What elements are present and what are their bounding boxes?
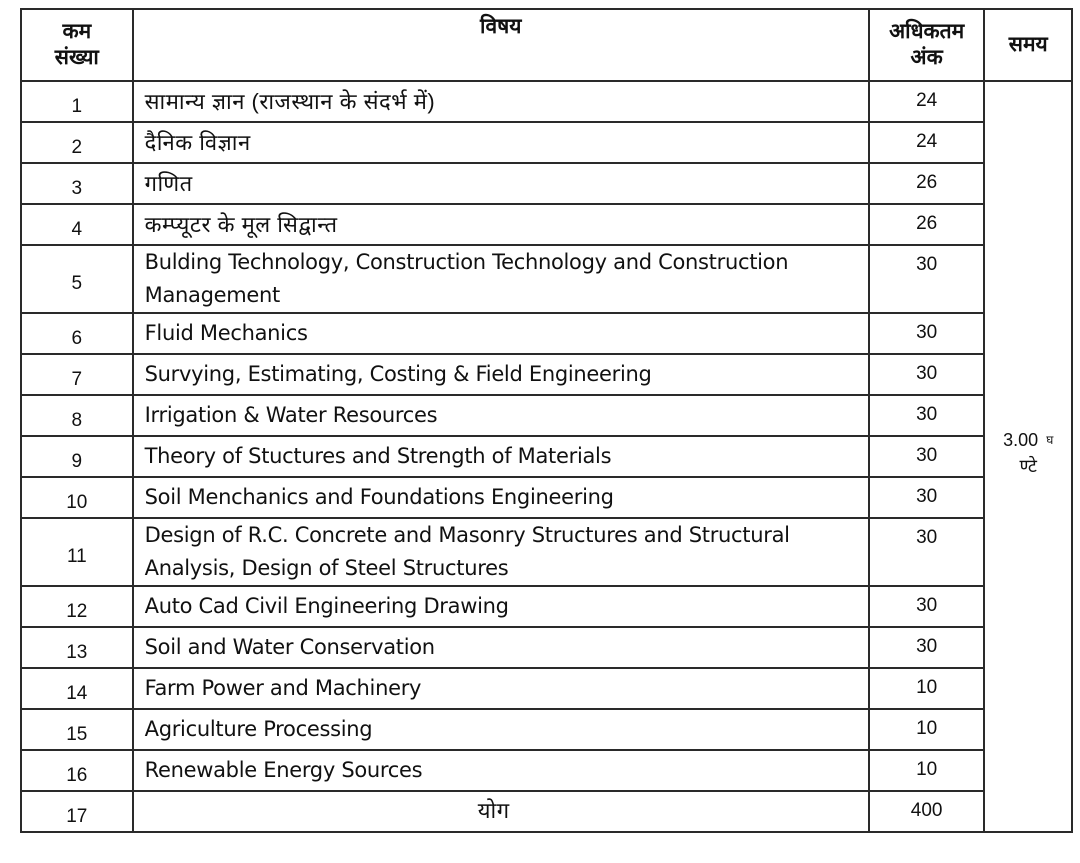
table-row [21,518,1072,586]
marks-cell: 30 [869,354,985,395]
table-row [21,709,1072,750]
header-max-marks [869,9,985,81]
exam-scheme-table [20,8,1073,833]
subject-cell: कम्प्यूटर के मूल सिद्वान्त [133,204,869,245]
time-unit-fragment-bottom: ण्टे [1019,455,1037,476]
marks-cell: 30 [869,395,985,436]
serial-number-cell: 1 [21,81,133,122]
header-time: समय [984,9,1072,81]
serial-number-cell: 2 [21,122,133,163]
serial-number-cell: 11 [21,518,133,586]
marks-cell: 30 [869,586,985,627]
serial-number-cell: 7 [21,354,133,395]
table-row [21,81,1072,122]
total-label-cell: योग [133,791,869,832]
subject-cell: Soil Menchanics and Foundations Engineering [133,477,869,518]
header-serial-number [21,9,133,81]
serial-number-cell: 12 [21,586,133,627]
serial-number-cell: 17 [21,791,133,832]
serial-number-cell: 4 [21,204,133,245]
serial-number-cell: 6 [21,313,133,354]
header-row [21,9,1072,81]
marks-cell: 10 [869,709,985,750]
serial-number-cell: 16 [21,750,133,791]
time-unit-fragment-top: घ [1046,432,1054,447]
subject-cell: Bulding Technology, Construction Technology and Construction Management [133,245,869,313]
header-serial-line1: कम [62,20,92,43]
table-row [21,436,1072,477]
table-row [21,122,1072,163]
serial-number-cell: 8 [21,395,133,436]
time-cell [984,81,1072,832]
subject-cell: Fluid Mechanics [133,313,869,354]
serial-number-cell: 9 [21,436,133,477]
serial-number-cell: 5 [21,245,133,313]
marks-cell: 26 [869,163,985,204]
total-row [21,791,1072,832]
total-marks-cell: 400 [869,791,985,832]
table-row [21,395,1072,436]
table-row [21,354,1072,395]
marks-cell: 30 [869,627,985,668]
subject-cell: गणित [133,163,869,204]
serial-number-cell: 10 [21,477,133,518]
serial-number-cell: 14 [21,668,133,709]
marks-cell: 26 [869,204,985,245]
subject-cell: Auto Cad Civil Engineering Drawing [133,586,869,627]
subject-cell: दैनिक विज्ञान [133,122,869,163]
table-row [21,668,1072,709]
header-marks-line2: अंक [910,46,943,69]
table-row [21,627,1072,668]
subject-cell: Theory of Stuctures and Strength of Materials [133,436,869,477]
header-subject: विषय [133,9,869,81]
serial-number-cell: 3 [21,163,133,204]
table-row [21,586,1072,627]
subject-cell: सामान्य ज्ञान (राजस्थान के संदर्भ में) [133,81,869,122]
marks-cell: 30 [869,518,985,586]
subject-cell: Irrigation & Water Resources [133,395,869,436]
marks-cell: 10 [869,668,985,709]
header-marks-line1: अधिकतम [889,20,965,43]
table-row [21,313,1072,354]
table-row [21,245,1072,313]
marks-cell: 24 [869,81,985,122]
table-row [21,163,1072,204]
marks-cell: 10 [869,750,985,791]
marks-cell: 30 [869,313,985,354]
subject-cell: Farm Power and Machinery [133,668,869,709]
subject-cell: Soil and Water Conservation [133,627,869,668]
serial-number-cell: 13 [21,627,133,668]
table-row [21,750,1072,791]
header-serial-line2: संख्या [54,46,99,69]
subject-cell: Renewable Energy Sources [133,750,869,791]
marks-cell: 30 [869,245,985,313]
subject-cell: Survying, Estimating, Costing & Field Engineering [133,354,869,395]
subject-cell: Design of R.C. Concrete and Masonry Structures and Structural Analysis, Design of Steel Structures [133,518,869,586]
time-value: 3.00 [1003,429,1039,450]
marks-cell: 30 [869,436,985,477]
table-row [21,477,1072,518]
serial-number-cell: 15 [21,709,133,750]
time-value-block [1003,427,1053,479]
marks-cell: 24 [869,122,985,163]
table-row [21,204,1072,245]
marks-cell: 30 [869,477,985,518]
subject-cell: Agriculture Processing [133,709,869,750]
